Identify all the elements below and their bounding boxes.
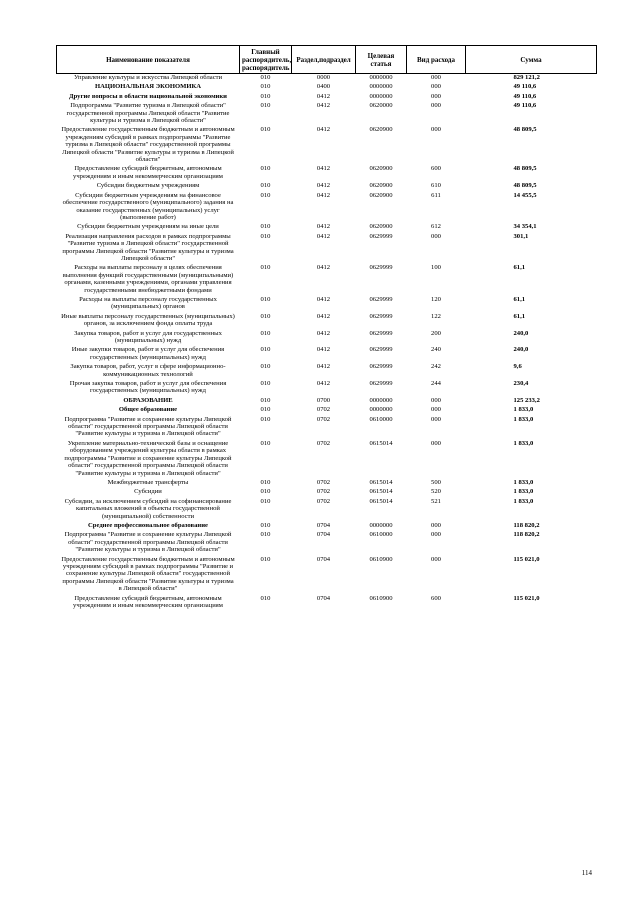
table-row: [57, 556, 597, 595]
table-row: [57, 531, 597, 555]
table-row: [57, 102, 597, 126]
cell-name: Управление культуры и искусства Липецкой области: [73, 74, 223, 81]
cell-expense-type: 000: [431, 439, 441, 447]
cell-target-item: 0620900: [369, 126, 393, 134]
cell-name: Реализация направления расходов в рамках подпрограммы "Развитие туризма в Липецкой области" государственной программы Липецкой области "Развитие культуры и туризма Липецкой области": [62, 232, 234, 262]
cell-amount: 1 833,0: [513, 439, 534, 447]
cell-admin: 010: [260, 488, 271, 496]
cell-expense-type: 000: [431, 396, 441, 404]
cell-name: Предоставление государственным бюджетным и автономным учреждениям субсидий в рамках подпрограммы "Развитие туризма в Липецкой области" государственной программы Липецкой области "Развитие культуры и туризма в Липецкой области": [61, 126, 235, 164]
cell-amount: 118 820,2: [513, 521, 540, 529]
page-number: 114: [581, 869, 592, 877]
cell-target-item: 0000000: [369, 396, 393, 404]
cell-expense-type: 000: [431, 415, 441, 423]
cell-target-item: 0615014: [369, 497, 393, 505]
cell-amount: 240,0: [513, 346, 529, 354]
cell-name: Подпрограмма "Развитие и сохранение культуры Липецкой области" государственной программы Липецкой области "Развитие культуры и туризма в Липецкой области": [64, 531, 232, 554]
cell-amount: 1 833,0: [513, 478, 534, 486]
cell-admin: 010: [260, 346, 271, 354]
cell-section: 0702: [316, 439, 331, 447]
cell-section: 0412: [316, 329, 331, 337]
cell-target-item: 0000000: [369, 92, 393, 100]
cell-admin: 010: [260, 312, 271, 320]
cell-amount: 34 354,1: [513, 223, 537, 231]
cell-amount: 48 809,5: [513, 182, 537, 190]
cell-section: 0412: [316, 295, 331, 303]
cell-admin: 010: [260, 406, 271, 414]
cell-name: Межбюджетные трансферты: [107, 478, 189, 486]
cell-name: Субсидии бюджетным учреждениям на финансовое обеспечение государственного (муниципального) задания на оказание государственных (муниципальных) услуг (выполнение работ): [62, 191, 234, 221]
cell-admin: 010: [260, 531, 271, 539]
table-row: [57, 330, 597, 347]
cell-expense-type: 521: [431, 497, 441, 505]
cell-section: 0702: [316, 406, 331, 414]
cell-section: 0704: [316, 555, 331, 563]
cell-section: 0412: [316, 92, 331, 100]
cell-section: 0412: [316, 380, 331, 388]
cell-admin: 010: [260, 223, 271, 231]
header-target-item: Целевая статья: [356, 46, 407, 74]
cell-amount: 1 833,0: [513, 497, 534, 505]
cell-amount: 115 021,0: [513, 594, 540, 602]
cell-section: 0412: [316, 165, 331, 173]
cell-expense-type: 000: [431, 83, 441, 91]
cell-amount: 1 833,0: [513, 406, 534, 414]
cell-section: 0412: [316, 223, 331, 231]
table-row: [57, 416, 597, 440]
table-row: [57, 522, 597, 531]
header-amount: Сумма: [466, 46, 597, 74]
cell-target-item: 0629999: [369, 346, 393, 354]
cell-admin: 010: [260, 329, 271, 337]
cell-target-item: 0629999: [369, 312, 393, 320]
cell-target-item: 0620900: [369, 165, 393, 173]
cell-amount: 230,4: [513, 380, 529, 388]
cell-amount: 49 110,6: [513, 102, 537, 110]
cell-section: 0704: [316, 521, 331, 529]
cell-admin: 010: [260, 497, 271, 505]
cell-expense-type: 200: [431, 329, 441, 337]
cell-expense-type: 000: [431, 92, 441, 100]
table-row: [57, 93, 597, 102]
cell-admin: 010: [260, 232, 271, 240]
cell-section: 0412: [316, 126, 331, 134]
cell-admin: 010: [260, 126, 271, 134]
cell-section: 0702: [316, 415, 331, 423]
cell-name: Субсидии бюджетным учреждениям: [96, 182, 200, 190]
cell-target-item: 0610000: [369, 531, 393, 539]
cell-amount: 61,1: [513, 312, 526, 320]
cell-section: 0700: [316, 396, 331, 404]
cell-amount: 829 121,2: [513, 74, 540, 81]
cell-name: ОБРАЗОВАНИЕ: [123, 396, 173, 404]
cell-target-item: 0629999: [369, 363, 393, 371]
cell-amount: 14 455,5: [513, 191, 537, 199]
table-row: [57, 397, 597, 406]
cell-admin: 010: [260, 415, 271, 423]
cell-section: 0412: [316, 346, 331, 354]
cell-expense-type: 240: [431, 346, 441, 354]
cell-admin: 010: [260, 295, 271, 303]
cell-expense-type: 611: [431, 191, 441, 199]
cell-section: 0412: [316, 191, 331, 199]
cell-admin: 010: [260, 380, 271, 388]
cell-name: Иные выплаты персоналу государственных (муниципальных) органов, за исключением фонда оплаты труда: [61, 312, 235, 328]
cell-expense-type: 612: [431, 223, 441, 231]
cell-section: 0704: [316, 594, 331, 602]
table-row: [57, 233, 597, 265]
cell-target-item: 0620000: [369, 102, 393, 110]
cell-admin: 010: [260, 555, 271, 563]
cell-name: Подпрограмма "Развитие и сохранение культуры Липецкой области" государственной программы Липецкой области "Развитие культуры и туризма в Липецкой области": [64, 415, 232, 438]
table-row: [57, 440, 597, 479]
cell-name: Среднее профессиональное образование: [88, 521, 208, 529]
cell-admin: 010: [260, 83, 271, 91]
cell-section: 0412: [316, 232, 331, 240]
cell-target-item: 0000000: [369, 83, 393, 91]
cell-amount: 301,1: [513, 232, 529, 240]
cell-section: 0702: [316, 497, 331, 505]
cell-amount: 115 021,0: [513, 555, 540, 563]
cell-expense-type: 000: [431, 74, 441, 81]
cell-section: 0704: [316, 531, 331, 539]
cell-expense-type: 610: [431, 182, 441, 190]
table-row: [57, 363, 597, 380]
cell-section: 0412: [316, 182, 331, 190]
cell-admin: 010: [260, 594, 271, 602]
cell-expense-type: 520: [431, 488, 441, 496]
table-row: [57, 74, 597, 84]
table-row: [57, 498, 597, 522]
cell-amount: 48 809,5: [513, 126, 537, 134]
cell-admin: 010: [260, 396, 271, 404]
cell-expense-type: 122: [431, 312, 441, 320]
cell-section: 0412: [316, 102, 331, 110]
cell-name: Подпрограмма "Развитие туризма в Липецкой области" государственной программы Липецкой области "Развитие культуры и туризма в Липецкой области": [66, 102, 230, 125]
cell-admin: 010: [260, 478, 271, 486]
cell-admin: 010: [260, 102, 271, 110]
cell-admin: 010: [260, 264, 271, 272]
cell-target-item: 0620900: [369, 191, 393, 199]
cell-amount: 1 833,0: [513, 488, 534, 496]
cell-amount: 240,0: [513, 329, 529, 337]
cell-section: 0400: [316, 83, 331, 91]
cell-target-item: 0000000: [369, 74, 393, 81]
cell-section: 0412: [316, 363, 331, 371]
cell-target-item: 0620900: [369, 182, 393, 190]
cell-target-item: 0629999: [369, 329, 393, 337]
cell-target-item: 0629999: [369, 295, 393, 303]
cell-expense-type: 000: [431, 232, 441, 240]
table-row: [57, 346, 597, 363]
cell-amount: 48 809,5: [513, 165, 537, 173]
cell-amount: 1 833,0: [513, 415, 534, 423]
cell-name: Предоставление субсидий бюджетным, автономным учреждениям и иным некоммерческим организациям: [73, 594, 223, 609]
table-row: [57, 223, 597, 232]
table-row: [57, 313, 597, 330]
cell-admin: 010: [260, 92, 271, 100]
cell-expense-type: 000: [431, 521, 441, 529]
table-body: [57, 74, 597, 612]
cell-target-item: 0629999: [369, 264, 393, 272]
cell-admin: 010: [260, 165, 271, 173]
cell-section: 0412: [316, 264, 331, 272]
cell-expense-type: 600: [431, 594, 441, 602]
cell-amount: 61,1: [513, 295, 526, 303]
cell-amount: 125 233,2: [513, 396, 540, 404]
cell-name: Предоставление государственным бюджетным и автономным учреждениям субсидий в рамках подпрограммы "Развитие и сохранение культуры Липецкой области" государственной программы Липецкой области "Развитие культуры и туризма в Липецкой области": [61, 555, 235, 593]
cell-admin: 010: [260, 439, 271, 447]
cell-target-item: 0610000: [369, 415, 393, 423]
table-row: [57, 126, 597, 165]
table-row: [57, 406, 597, 415]
cell-admin: 010: [260, 182, 271, 190]
cell-target-item: 0610900: [369, 555, 393, 563]
cell-expense-type: 500: [431, 478, 441, 486]
cell-section: 0702: [316, 478, 331, 486]
header-name: Наименование показателя: [57, 46, 240, 74]
cell-expense-type: 000: [431, 102, 441, 110]
cell-expense-type: 120: [431, 295, 441, 303]
cell-name: НАЦИОНАЛЬНАЯ ЭКОНОМИКА: [94, 83, 202, 91]
cell-expense-type: 244: [431, 380, 441, 388]
cell-name: Общее образование: [118, 406, 178, 414]
cell-admin: 010: [260, 191, 271, 199]
cell-expense-type: 000: [431, 531, 441, 539]
cell-amount: 61,1: [513, 264, 526, 272]
cell-admin: 010: [260, 363, 271, 371]
cell-name: Другие вопросы в области национальной экономики: [69, 92, 227, 100]
cell-target-item: 0000000: [369, 406, 393, 414]
cell-name: Расходы на выплаты персоналу в целях обеспечения выполнения функций государственными (муниципальными) органами, казенными учреждениями, органами управления государственными внебюджетными фондами: [62, 264, 234, 294]
table-row: [57, 264, 597, 296]
table-row: [57, 192, 597, 224]
cell-amount: 49 110,6: [513, 83, 537, 91]
cell-name: Иные закупки товаров, работ и услуг для обеспечения государственных (муниципальных) нужд: [71, 346, 225, 361]
header-row: [57, 46, 597, 74]
cell-expense-type: 100: [431, 264, 441, 272]
cell-target-item: 0000000: [369, 521, 393, 529]
table-row: [57, 488, 597, 497]
table-row: [57, 83, 597, 92]
cell-target-item: 0615014: [369, 478, 393, 486]
cell-target-item: 0615014: [369, 488, 393, 496]
table-row: [57, 296, 597, 313]
table-row: [57, 595, 597, 612]
cell-expense-type: 242: [431, 363, 441, 371]
table-row: [57, 165, 597, 182]
cell-section: 0000: [316, 74, 331, 81]
cell-expense-type: 000: [431, 555, 441, 563]
cell-name: Субсидии: [134, 488, 162, 496]
cell-name: Субсидии, за исключением субсидий на софинансирование капитальных вложений в объекты государственной (муниципальной) собственности: [64, 497, 232, 520]
cell-amount: 49 110,6: [513, 92, 537, 100]
cell-name: Прочая закупка товаров, работ и услуг для обеспечения государственных (муниципальных) нужд: [69, 380, 227, 395]
cell-amount: 118 820,2: [513, 531, 540, 539]
cell-section: 0412: [316, 312, 331, 320]
cell-target-item: 0610900: [369, 594, 393, 602]
cell-target-item: 0629999: [369, 380, 393, 388]
cell-name: Предоставление субсидий бюджетным, автономным учреждениям и иным некоммерческим организациям: [73, 165, 223, 180]
cell-expense-type: 000: [431, 126, 441, 134]
cell-target-item: 0620900: [369, 223, 393, 231]
header-section: Раздел,подраздел: [292, 46, 356, 74]
cell-name: Расходы на выплаты персоналу государственных (муниципальных) органов: [79, 295, 217, 311]
cell-amount: 9,6: [513, 363, 522, 371]
cell-admin: 010: [260, 521, 271, 529]
cell-name: Укрепление материально-технической базы и оснащение оборудованием учреждений культуры области в рамках подпрограммы "Развитие и сохранение культуры Липецкой области" государственной программы Липецкой области "Развитие культуры и туризма в Липецкой области": [64, 439, 232, 477]
cell-admin: 010: [260, 74, 271, 81]
table-row: [57, 479, 597, 488]
cell-name: Закупка товаров, работ и услуг для государственных (муниципальных) нужд: [74, 329, 222, 344]
table-row: [57, 380, 597, 397]
budget-table: [56, 45, 597, 611]
cell-target-item: 0615014: [369, 439, 393, 447]
table-row: [57, 182, 597, 191]
cell-name: Субсидии бюджетным учреждениям на иные цели: [77, 223, 219, 231]
cell-expense-type: 000: [431, 406, 441, 414]
header-admin: Главный распорядитель, распорядитель: [240, 46, 292, 74]
cell-name: Закупка товаров, работ, услуг в сфере информационно-коммуникационных технологий: [70, 363, 226, 378]
cell-section: 0702: [316, 488, 331, 496]
cell-expense-type: 600: [431, 165, 441, 173]
header-expense-type: Вид расхода: [407, 46, 466, 74]
cell-target-item: 0629999: [369, 232, 393, 240]
